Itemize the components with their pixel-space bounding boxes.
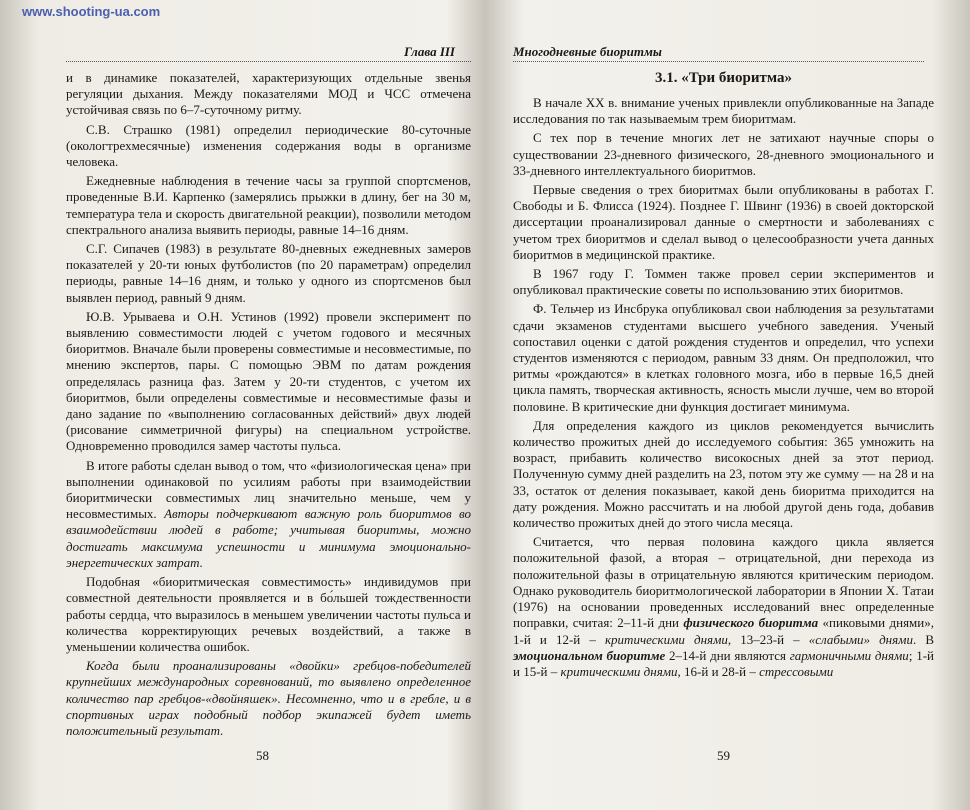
paragraph-text: В итоге работы сделан вывод о том, что «физиологическая цена» при выполнении одинаковой по усилиям работы при взаимодействии биоритмически совместимых лиц значительно меньше, чем у несовместимых.	[66, 457, 471, 522]
paragraph: С.В. Страшко (1981) определил периодические 80-суточные (окологтрехмесячные) изменения содержания воды в организме человека.	[66, 121, 471, 170]
watermark: www.shooting-ua.com	[22, 4, 161, 19]
paragraph-text: . В	[912, 631, 934, 647]
paragraph	[513, 534, 934, 680]
paragraph: Первые сведения о трех биоритмах были опубликованы в работах Г. Свободы и Б. Флисса (1924). Позднее Г. Швинг (1936) в своей докторской диссертации проанализировал данные о смертности и заболеваниях с учетом трех биоритмов и сделал вывод о целесообразности учета данных биоритмов в медицинской практике.	[513, 182, 934, 262]
paragraph: Ежедневные наблюдения в течение часы за группой спортсменов, проведенные В.И. Карпенко (замерялись прыжки в длину, бег на 30 м, температура тела и скорость двигательной реакции), позволили методом спектрального анализа выявить периоды, равные 14–16 дням.	[66, 173, 471, 237]
running-head-left: Глава III	[66, 44, 471, 62]
paragraph: и в динамике показателей, характеризующих отдельные звенья регуляции дыхания. Между показателями МОД и ЧСС отмечена устойчивая связь по 6–7-суточному ритму.	[66, 70, 471, 118]
emphasis-italic: стрессовыми	[759, 663, 834, 679]
section-title: 3.1. «Три биоритма»	[654, 70, 793, 86]
emphasis-bold-italic: эмоциональном биоритме	[513, 647, 666, 663]
paragraph-text: , 13–23-й –	[727, 631, 809, 647]
paragraph: С.Г. Сипачев (1983) в результате 80-дневных ежедневных замеров показателей у 20-ти юных футболистов (по 20 параметрам) определил периоды, равные 14–16 дням, и только у одного из спортсменов был выявлен период, равный 9 дням.	[66, 241, 471, 305]
paragraph: Подобная «биоритмическая совместимость» индивидумов при совместной деятельности проявляется и в бо́льшей тождественности работы сердца, что выразилось в меньшем увеличении частоты пульса и количества корректирующих речевых воздействий, а также в уменьшении количества ошибок.	[66, 574, 471, 654]
paragraph-text: Считается, что первая половина каждого цикла является положительной фазой, а вторая – отрицательной, дни перехода из положительной фазы в отрицательную являются критическим периодом. Однако руководитель биоритмологической лаборатории в Японии Х. Татаи (1976) на основании проведенных исследований внес определенные поправки, считая: 2–11-й дни	[513, 534, 934, 631]
paragraph: В 1967 году Г. Томмен также провел серии экспериментов и опубликовал практические советы по использованию этих биоритмов.	[513, 266, 934, 298]
page-number-left: 58	[256, 748, 269, 763]
paragraph: В начале XX в. внимание ученых привлекли опубликованные на Западе исследования по так называемым трем биоритмам.	[513, 95, 934, 127]
paragraph-text: «пиковыми днями», 1-й и 12-й –	[513, 615, 934, 647]
emphasis-bold-italic: физического биоритма	[683, 615, 819, 631]
page-number-right: 59	[717, 748, 730, 763]
right-page	[485, 0, 970, 810]
left-page-text	[66, 70, 471, 739]
paragraph-italic: Когда были проанализированы «двойки» гребцов-победителей крупнейших международных соревнований, то выявлено определенное количество пар гребцов-«двойняшек». Несомненно, что и в гребле, и в спортивных играх подобный подбор экипажей будет иметь положительный результат.	[66, 658, 471, 738]
emphasis-italic: критическими днями	[604, 631, 728, 647]
paragraph: Ф. Тельчер из Инсбрука опубликовал свои наблюдения за результатами сдачи экзаменов студентами высшего учебного заведения. Ученый сопоставил оценки с датой рождения студентов и определил, что успехи студентов изменяются с периодом, равным 33 дням. Он предположил, что ритмы «рождаются» в клетках головного мозга, ибо в первые 16,5 дней цикла память, творческая активность, ясность мысли лучше, чем во второй половине. В критические дни функция достигает минимума.	[513, 301, 934, 414]
paragraph-text: 2–14-й дни являются	[665, 647, 790, 663]
running-head-right: Многодневные биоритмы	[513, 44, 924, 62]
paragraph: Ю.В. Урываева и О.Н. Устинов (1992) провели эксперимент по выявлению совместимости людей с учетом годового и месячных биоритмов. Вначале были проверены совместимые и несовместимые, по мнению экспертов, пары. С помощью ЭВМ по датам рождения определялась разница фаз. Затем у 20-ти студентов, с учетом их биоритмов, были определены совместимые и несовместимые фазы и дано задание по «выполнению согласованных действий» двух людей (рисование симметричной фигуры) на специальном устройстве. Одновременно проводился замер частоты пульса.	[66, 308, 471, 454]
paragraph: Для определения каждого из циклов рекомендуется вычислить количество прожитых дней до исследуемого события: 365 умножить на возраст, прибавить количество високосных дней за этот период. Полученную сумму дней разделить на 23, потом эту же сумму — на 28 и на 33, остаток от деления показывает, какой день биоритма приходится на дату рождения. Можно рассчитать и на любой другой день года, добавив количество прожитых дней до этого числа месяца.	[513, 417, 934, 531]
paragraph-text: ; 1-й и 15-й –	[513, 647, 934, 679]
paragraph: С тех пор в течение многих лет не затихают научные споры о существовании 23-дневного физического, 28-дневного эмоционального и 33-дневного интеллектуального биоритмов.	[513, 130, 934, 178]
emphasis-italic: «слабыми» днями	[808, 631, 913, 647]
paragraph	[66, 458, 471, 571]
paragraph-text: , 16-й и 28-й –	[677, 663, 760, 679]
emphasis-italic: критическими днями	[560, 663, 678, 679]
paragraph-italic-text: Авторы подчеркивают важную роль биоритмов во взаимодействии людей в работе; учитывая биоритмы, можно достигать максимума успешности и минимума эмоционально-энергетических затрат.	[66, 506, 471, 570]
emphasis-italic: гармоничными днями	[789, 647, 909, 663]
right-page-text	[513, 95, 934, 680]
